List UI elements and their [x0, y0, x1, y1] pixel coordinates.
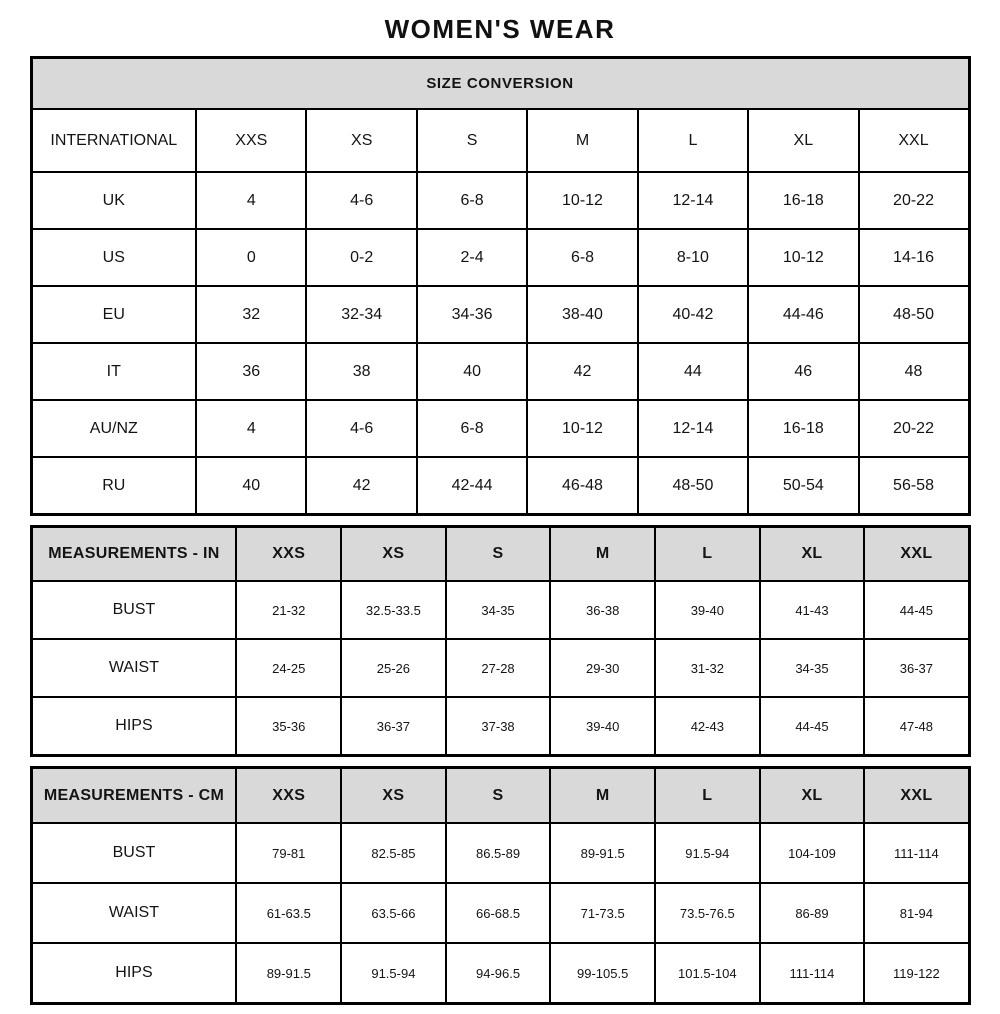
column-header-size: XXL: [859, 109, 969, 172]
table-cell: 16-18: [748, 172, 858, 229]
table-cell: 38-40: [527, 286, 637, 343]
table-row: [31, 581, 969, 639]
table-cell: 37-38: [446, 697, 551, 756]
table-cell: 10-12: [748, 229, 858, 286]
column-header-size: S: [446, 527, 551, 582]
table-cell: 6-8: [417, 172, 527, 229]
table-cell: 81-94: [864, 883, 969, 943]
column-header-row: [31, 768, 969, 824]
table-cell: 48-50: [638, 457, 748, 515]
table-cell: 12-14: [638, 172, 748, 229]
table-row: [31, 286, 969, 343]
column-header-size: XL: [760, 527, 865, 582]
table-cell: 21-32: [236, 581, 341, 639]
table-cell: 101.5-104: [655, 943, 760, 1004]
table-cell: 4: [196, 172, 306, 229]
table-row: [31, 172, 969, 229]
table-cell: 29-30: [550, 639, 655, 697]
row-label: AU/NZ: [31, 400, 196, 457]
row-label: BUST: [31, 581, 236, 639]
table-cell: 48-50: [859, 286, 969, 343]
row-label: HIPS: [31, 943, 236, 1004]
column-header-label: INTERNATIONAL: [31, 109, 196, 172]
table-cell: 34-35: [446, 581, 551, 639]
table-cell: 63.5-66: [341, 883, 446, 943]
section-header: MEASUREMENTS - IN: [31, 527, 236, 582]
table-cell: 82.5-85: [341, 823, 446, 883]
row-label: RU: [31, 457, 196, 515]
table-cell: 39-40: [655, 581, 760, 639]
section-header-row: [31, 58, 969, 110]
tables-container: [30, 56, 971, 1005]
column-header-size: S: [446, 768, 551, 824]
table-cell: 12-14: [638, 400, 748, 457]
table-cell: 8-10: [638, 229, 748, 286]
table-cell: 44-45: [760, 697, 865, 756]
table-cell: 44-46: [748, 286, 858, 343]
table-cell: 42: [527, 343, 637, 400]
table-cell: 4: [196, 400, 306, 457]
row-label: HIPS: [31, 697, 236, 756]
table-cell: 31-32: [655, 639, 760, 697]
table-cell: 79-81: [236, 823, 341, 883]
table-cell: 99-105.5: [550, 943, 655, 1004]
table-size-conversion: [30, 56, 971, 516]
table-row: [31, 229, 969, 286]
section-header: MEASUREMENTS - CM: [31, 768, 236, 824]
table-cell: 91.5-94: [655, 823, 760, 883]
page-title: WOMEN'S WEAR: [384, 14, 616, 44]
table-cell: 42-44: [417, 457, 527, 515]
table-cell: 66-68.5: [446, 883, 551, 943]
table-cell: 32: [196, 286, 306, 343]
table-cell: 111-114: [864, 823, 969, 883]
table-row: [31, 639, 969, 697]
table-row: [31, 883, 969, 943]
table-cell: 32-34: [306, 286, 416, 343]
table-cell: 47-48: [864, 697, 969, 756]
table-cell: 36-37: [341, 697, 446, 756]
column-header-size: XL: [748, 109, 858, 172]
table-cell: 73.5-76.5: [655, 883, 760, 943]
table-cell: 4-6: [306, 172, 416, 229]
table-cell: 4-6: [306, 400, 416, 457]
size-chart-sheet: [30, 14, 971, 1005]
column-header-size: XS: [341, 768, 446, 824]
table-cell: 94-96.5: [446, 943, 551, 1004]
row-label: UK: [31, 172, 196, 229]
row-label: EU: [31, 286, 196, 343]
column-header-size: XXS: [236, 527, 341, 582]
row-label: WAIST: [31, 639, 236, 697]
table-cell: 56-58: [859, 457, 969, 515]
column-header-row: [31, 109, 969, 172]
table-cell: 16-18: [748, 400, 858, 457]
table-row: [31, 823, 969, 883]
column-header-row: [31, 527, 969, 582]
table-cell: 20-22: [859, 172, 969, 229]
column-header-size: M: [527, 109, 637, 172]
column-header-size: XXS: [236, 768, 341, 824]
column-header-size: S: [417, 109, 527, 172]
table-cell: 6-8: [417, 400, 527, 457]
table-measurements-cm: [30, 766, 971, 1005]
table-cell: 39-40: [550, 697, 655, 756]
table-cell: 46-48: [527, 457, 637, 515]
table-row: [31, 457, 969, 515]
table-cell: 2-4: [417, 229, 527, 286]
row-label: IT: [31, 343, 196, 400]
table-measurements-in: [30, 525, 971, 757]
table-cell: 44-45: [864, 581, 969, 639]
table-cell: 36-38: [550, 581, 655, 639]
table-cell: 41-43: [760, 581, 865, 639]
column-header-size: XXL: [864, 527, 969, 582]
column-header-size: M: [550, 768, 655, 824]
table-cell: 32.5-33.5: [341, 581, 446, 639]
row-label: WAIST: [31, 883, 236, 943]
table-cell: 48: [859, 343, 969, 400]
table-cell: 38: [306, 343, 416, 400]
table-cell: 119-122: [864, 943, 969, 1004]
column-header-size: XXS: [196, 109, 306, 172]
table-cell: 86.5-89: [446, 823, 551, 883]
table-cell: 40: [196, 457, 306, 515]
column-header-size: L: [638, 109, 748, 172]
column-header-size: XXL: [864, 768, 969, 824]
column-header-size: XS: [341, 527, 446, 582]
table-cell: 36-37: [864, 639, 969, 697]
table-cell: 89-91.5: [550, 823, 655, 883]
table-cell: 10-12: [527, 400, 637, 457]
table-cell: 91.5-94: [341, 943, 446, 1004]
table-cell: 35-36: [236, 697, 341, 756]
row-label: US: [31, 229, 196, 286]
table-cell: 14-16: [859, 229, 969, 286]
column-header-size: M: [550, 527, 655, 582]
table-cell: 6-8: [527, 229, 637, 286]
table-cell: 25-26: [341, 639, 446, 697]
table-cell: 86-89: [760, 883, 865, 943]
table-cell: 61-63.5: [236, 883, 341, 943]
table-cell: 0-2: [306, 229, 416, 286]
table-cell: 34-35: [760, 639, 865, 697]
column-header-size: XL: [760, 768, 865, 824]
table-cell: 89-91.5: [236, 943, 341, 1004]
section-header: SIZE CONVERSION: [31, 58, 969, 110]
table-row: [31, 343, 969, 400]
table-cell: 42-43: [655, 697, 760, 756]
table-row: [31, 943, 969, 1004]
table-cell: 0: [196, 229, 306, 286]
table-cell: 27-28: [446, 639, 551, 697]
table-cell: 71-73.5: [550, 883, 655, 943]
table-cell: 24-25: [236, 639, 341, 697]
table-cell: 10-12: [527, 172, 637, 229]
table-cell: 20-22: [859, 400, 969, 457]
table-cell: 34-36: [417, 286, 527, 343]
table-cell: 50-54: [748, 457, 858, 515]
table-cell: 36: [196, 343, 306, 400]
table-cell: 46: [748, 343, 858, 400]
table-cell: 40-42: [638, 286, 748, 343]
table-cell: 42: [306, 457, 416, 515]
column-header-size: L: [655, 768, 760, 824]
table-cell: 104-109: [760, 823, 865, 883]
table-cell: 44: [638, 343, 748, 400]
column-header-size: XS: [306, 109, 416, 172]
column-header-size: L: [655, 527, 760, 582]
table-row: [31, 697, 969, 756]
table-cell: 40: [417, 343, 527, 400]
table-cell: 111-114: [760, 943, 865, 1004]
row-label: BUST: [31, 823, 236, 883]
table-row: [31, 400, 969, 457]
